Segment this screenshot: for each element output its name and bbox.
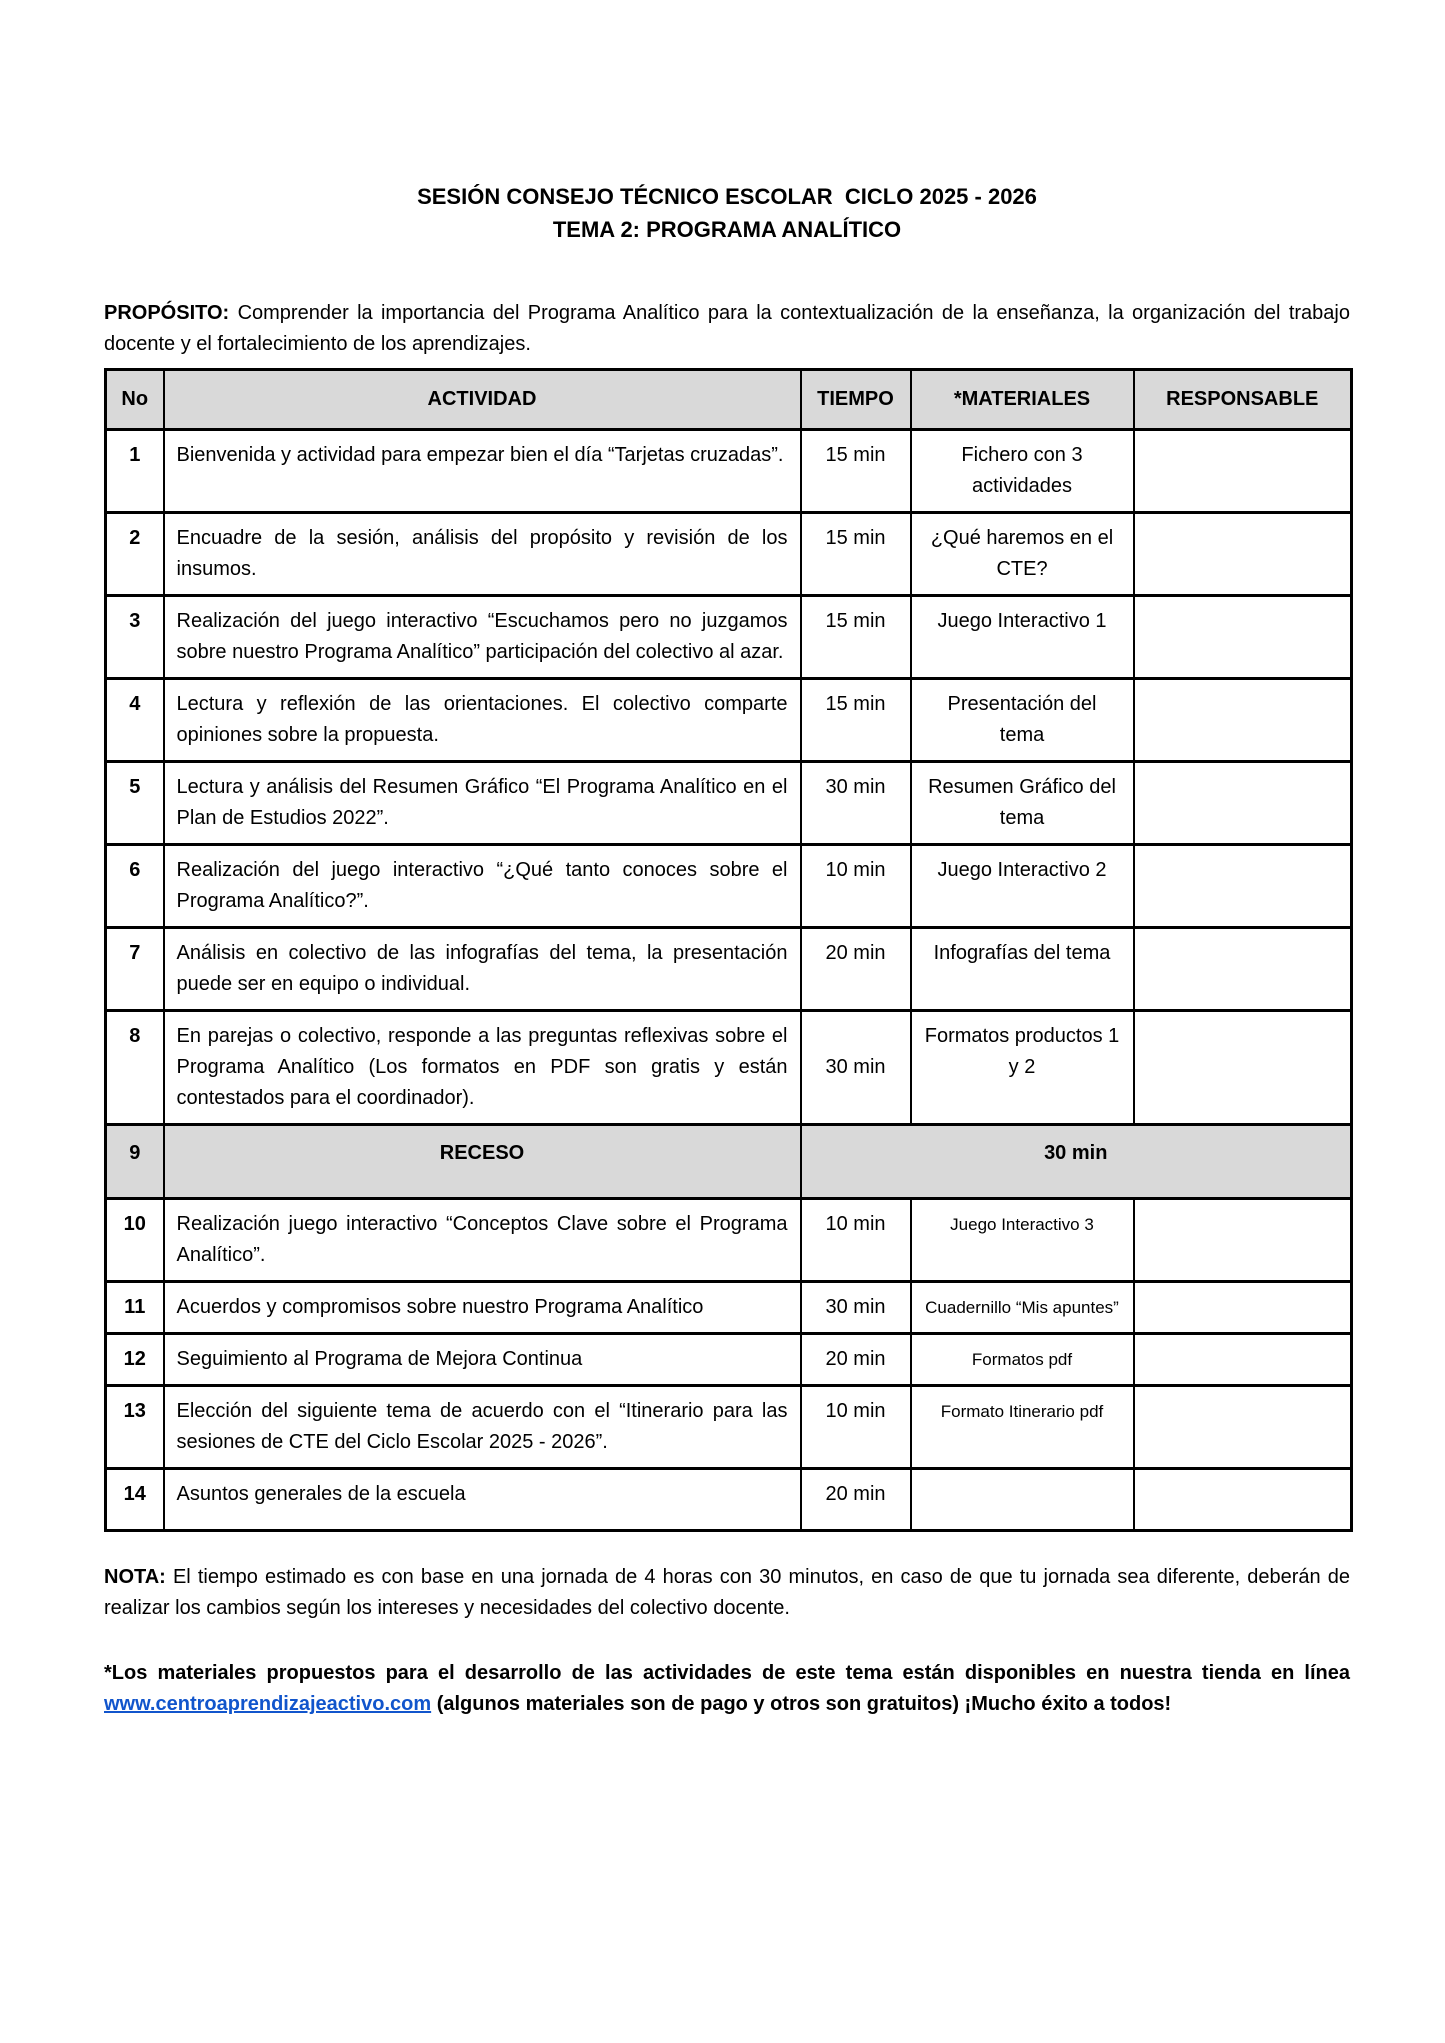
table-row xyxy=(106,1282,1352,1334)
header-actividad: ACTIVIDAD xyxy=(164,370,801,430)
cell-no: 5 xyxy=(106,762,164,845)
header-tiempo: TIEMPO xyxy=(801,370,911,430)
cell-tiempo: 15 min xyxy=(801,430,911,513)
nota-label: NOTA: xyxy=(104,1566,166,1588)
cell-tiempo: 15 min xyxy=(801,513,911,596)
proposito-paragraph xyxy=(104,298,1350,360)
receso-row xyxy=(106,1125,1352,1199)
cell-no: 11 xyxy=(106,1282,164,1334)
cell-tiempo: 20 min xyxy=(801,928,911,1011)
cell-no: 9 xyxy=(106,1125,164,1199)
cell-actividad: Realización del juego interactivo “Escuchamos pero no juzgamos sobre nuestro Programa Analítico” participación del colectivo al azar. xyxy=(164,596,801,679)
materials-note xyxy=(104,1658,1350,1720)
agenda-table xyxy=(104,368,1353,1532)
store-link[interactable]: www.centroaprendizajeactivo.com xyxy=(104,1693,432,1715)
cell-tiempo: 30 min xyxy=(801,762,911,845)
cell-responsable xyxy=(1134,1199,1352,1282)
cell-actividad: Bienvenida y actividad para empezar bien el día “Tarjetas cruzadas”. xyxy=(164,430,801,513)
cell-tiempo-merged: 30 min xyxy=(801,1125,1352,1199)
header-responsable: RESPONSABLE xyxy=(1134,370,1352,430)
table-row xyxy=(106,845,1352,928)
table-row xyxy=(106,430,1352,513)
table-row xyxy=(106,1334,1352,1386)
cell-actividad: Lectura y reflexión de las orientaciones. El colectivo comparte opiniones sobre la propuesta. xyxy=(164,679,801,762)
page-title-line1: SESIÓN CONSEJO TÉCNICO ESCOLAR CICLO 2025 - 2026 xyxy=(417,184,1037,209)
nota-text: El tiempo estimado es con base en una jornada de 4 horas con 30 minutos, en caso de que tu jornada sea diferente, deberán de realizar los cambios según los intereses y necesidades del colectivo docente. xyxy=(104,1566,1350,1619)
table-row xyxy=(106,1011,1352,1125)
cell-tiempo: 30 min xyxy=(801,1282,911,1334)
cell-actividad: Análisis en colectivo de las infografías del tema, la presentación puede ser en equipo o individual. xyxy=(164,928,801,1011)
cell-responsable xyxy=(1134,430,1352,513)
cell-materiales: Cuadernillo “Mis apuntes” xyxy=(911,1282,1134,1334)
cell-responsable xyxy=(1134,1282,1352,1334)
cell-materiales: Formatos productos 1 y 2 xyxy=(911,1011,1134,1125)
agenda-table-body xyxy=(106,430,1352,1531)
cell-materiales: Presentación del tema xyxy=(911,679,1134,762)
cell-actividad: Elección del siguiente tema de acuerdo con el “Itinerario para las sesiones de CTE del Ciclo Escolar 2025 - 2026”. xyxy=(164,1386,801,1469)
cell-tiempo: 10 min xyxy=(801,1386,911,1469)
cell-responsable xyxy=(1134,679,1352,762)
cell-actividad: Realización del juego interactivo “¿Qué tanto conoces sobre el Programa Analítico?”. xyxy=(164,845,801,928)
cell-materiales: Infografías del tema xyxy=(911,928,1134,1011)
header-materiales: *MATERIALES xyxy=(911,370,1134,430)
table-row xyxy=(106,1199,1352,1282)
proposito-text: Comprender la importancia del Programa Analítico para la contextualización de la enseñanza, la organización del trabajo docente y el fortalecimiento de los aprendizajes. xyxy=(104,302,1350,355)
cell-no: 13 xyxy=(106,1386,164,1469)
page-title-line2: TEMA 2: PROGRAMA ANALÍTICO xyxy=(552,217,902,242)
cell-materiales: Juego Interactivo 1 xyxy=(911,596,1134,679)
cell-no: 8 xyxy=(106,1011,164,1125)
cell-tiempo: 10 min xyxy=(801,1199,911,1282)
table-row xyxy=(106,928,1352,1011)
materials-note-part1: *Los materiales propuestos para el desarrollo de las actividades de este tema están disponibles en nuestra tienda en línea xyxy=(104,1662,1350,1684)
cell-no: 2 xyxy=(106,513,164,596)
cell-responsable xyxy=(1134,1386,1352,1469)
cell-tiempo: 15 min xyxy=(801,596,911,679)
cell-responsable xyxy=(1134,596,1352,679)
cell-responsable xyxy=(1134,513,1352,596)
table-row xyxy=(106,679,1352,762)
table-row xyxy=(106,513,1352,596)
materials-note-part2: (algunos materiales son de pago y otros son gratuitos) ¡Mucho éxito a todos! xyxy=(431,1693,1172,1715)
cell-tiempo: 20 min xyxy=(801,1469,911,1531)
cell-actividad: Realización juego interactivo “Conceptos Clave sobre el Programa Analítico”. xyxy=(164,1199,801,1282)
cell-actividad: Asuntos generales de la escuela xyxy=(164,1469,801,1531)
cell-no: 4 xyxy=(106,679,164,762)
cell-no: 12 xyxy=(106,1334,164,1386)
cell-tiempo: 10 min xyxy=(801,845,911,928)
cell-tiempo: 30 min xyxy=(801,1011,911,1125)
cell-materiales: ¿Qué haremos en el CTE? xyxy=(911,513,1134,596)
cell-responsable xyxy=(1134,1334,1352,1386)
nota-paragraph xyxy=(104,1562,1350,1624)
table-row xyxy=(106,1386,1352,1469)
cell-actividad: En parejas o colectivo, responde a las preguntas reflexivas sobre el Programa Analítico (Los formatos en PDF son gratis y están contestados para el coordinador). xyxy=(164,1011,801,1125)
cell-no: 1 xyxy=(106,430,164,513)
cell-materiales: Formato Itinerario pdf xyxy=(911,1386,1134,1469)
header-no: No xyxy=(106,370,164,430)
cell-no: 10 xyxy=(106,1199,164,1282)
cell-actividad: Encuadre de la sesión, análisis del propósito y revisión de los insumos. xyxy=(164,513,801,596)
cell-actividad: Lectura y análisis del Resumen Gráfico “El Programa Analítico en el Plan de Estudios 2022”. xyxy=(164,762,801,845)
cell-materiales: Juego Interactivo 2 xyxy=(911,845,1134,928)
cell-actividad: Seguimiento al Programa de Mejora Continua xyxy=(164,1334,801,1386)
cell-no: 7 xyxy=(106,928,164,1011)
cell-materiales xyxy=(911,1469,1134,1531)
cell-materiales: Juego Interactivo 3 xyxy=(911,1199,1134,1282)
table-row xyxy=(106,762,1352,845)
cell-materiales: Resumen Gráfico del tema xyxy=(911,762,1134,845)
table-row xyxy=(106,596,1352,679)
proposito-label: PROPÓSITO: xyxy=(104,302,230,324)
cell-responsable xyxy=(1134,845,1352,928)
table-row xyxy=(106,1469,1352,1531)
cell-responsable xyxy=(1134,1011,1352,1125)
cell-responsable xyxy=(1134,762,1352,845)
cell-tiempo: 20 min xyxy=(801,1334,911,1386)
cell-tiempo: 15 min xyxy=(801,679,911,762)
cell-responsable xyxy=(1134,1469,1352,1531)
cell-actividad: Acuerdos y compromisos sobre nuestro Programa Analítico xyxy=(164,1282,801,1334)
cell-materiales: Formatos pdf xyxy=(911,1334,1134,1386)
cell-no: 6 xyxy=(106,845,164,928)
cell-responsable xyxy=(1134,928,1352,1011)
cell-no: 3 xyxy=(106,596,164,679)
cell-actividad: RECESO xyxy=(164,1125,801,1199)
cell-materiales: Fichero con 3 actividades xyxy=(911,430,1134,513)
cell-no: 14 xyxy=(106,1469,164,1531)
table-header-row xyxy=(106,370,1352,430)
